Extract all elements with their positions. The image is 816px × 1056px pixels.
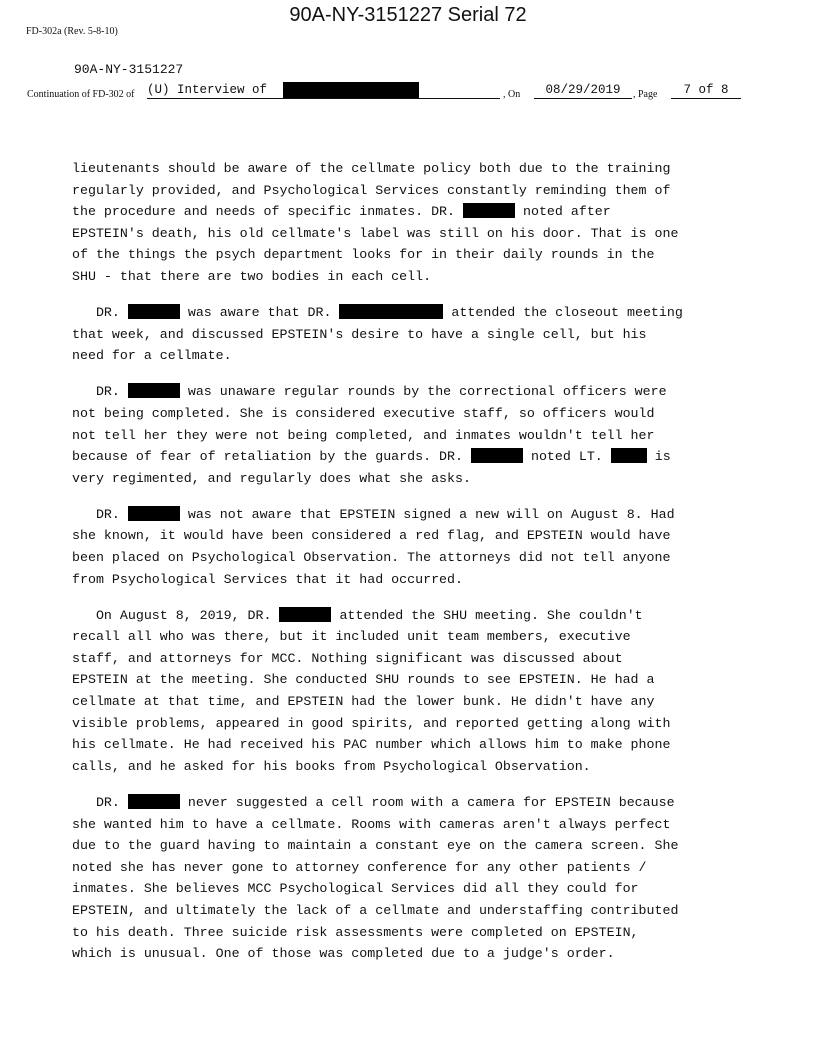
text-line [72,504,752,526]
text-segment: she wanted him to have a cellmate. Rooms with cameras aren't always perfect [72,816,671,832]
text-line [72,756,752,778]
text-segment: need for a cellmate. [72,348,232,364]
text-segment: attended the closeout meeting [443,305,683,321]
text-segment: noted after [515,204,611,220]
paragraph-1 [72,158,752,288]
text-segment: regularly provided, and Psychological Services constantly reminding them of [72,182,671,198]
paragraph-4 [72,504,752,590]
text-line [72,446,752,468]
on-label: , On [503,89,521,100]
text-line [72,324,752,346]
text-line [72,713,752,735]
redaction-block [611,448,647,463]
text-segment: EPSTEIN's death, his old cellmate's label was still on his door. That is one [72,225,679,241]
text-segment: his cellmate. He had received his PAC number which allows him to make phone [72,737,671,753]
text-line [72,244,752,266]
text-line [72,381,752,403]
redaction-block [128,794,180,809]
text-segment: DR. [72,506,128,522]
serial-header: 90A-NY-3151227 Serial 72 [289,4,527,26]
redaction-block [279,607,331,622]
text-segment: attended the SHU meeting. She couldn't [331,607,643,623]
paragraph-3 [72,381,752,489]
text-segment: lieutenants should be aware of the cellmate policy both due to the training [72,161,671,176]
text-segment: which is unusual. One of those was completed due to a judge's order. [72,946,615,962]
text-segment: calls, and he asked for his books from Psychological Observation. [72,758,591,774]
form-id: FD-302a (Rev. 5-8-10) [26,26,118,37]
text-line [72,569,752,591]
text-segment: cellmate at that time, and EPSTEIN had the lower bunk. He didn't have any [72,694,655,710]
document-body [72,158,752,979]
text-line [72,878,752,900]
text-line [72,943,752,965]
text-line [72,158,752,180]
text-line [72,857,752,879]
text-line [72,468,752,490]
text-line [72,525,752,547]
text-segment: of the things the psych department looks for in their daily rounds in the [72,247,655,263]
redaction-block [283,82,419,98]
text-line [72,691,752,713]
continuation-line [27,82,747,102]
redaction-block [339,304,443,319]
text-segment: that week, and discussed EPSTEIN's desire to have a single cell, but his [72,326,647,342]
text-line [72,223,752,245]
redaction-block [128,383,180,398]
text-line [72,900,752,922]
redaction-block [128,304,180,319]
redaction-block [471,448,523,463]
text-segment: noted LT. [522,449,611,465]
text-segment: she known, it would have been considered a red flag, and EPSTEIN would have [72,528,671,544]
text-line [72,605,752,627]
text-segment: is [646,449,671,465]
text-segment: been placed on Psychological Observation. The attorneys did not tell anyone [72,550,671,565]
text-line [72,547,752,569]
text-segment: was aware that DR. [179,305,340,321]
continuation-label: Continuation of FD-302 of [27,89,135,100]
text-line [72,180,752,202]
text-segment: from Psychological Services that it had occurred. [72,571,463,587]
text-line [72,734,752,756]
text-segment: visible problems, appeared in good spirits, and reported getting along with [72,715,671,731]
redaction-block [463,203,515,218]
text-segment: EPSTEIN, and ultimately the lack of a cellmate and understaffing contributed [72,902,679,918]
text-line [72,425,752,447]
text-line [72,669,752,691]
text-segment: DR. [72,305,128,321]
file-number: 90A-NY-3151227 [74,62,184,77]
text-segment: because of fear of retaliation by the guards. DR. [72,449,471,465]
text-segment: EPSTEIN at the meeting. She conducted SHU rounds to see EPSTEIN. He had a [72,672,655,688]
text-line [72,302,752,324]
text-segment: due to the guard having to maintain a constant eye on the camera screen. She [72,838,679,854]
text-segment: DR. [72,384,128,400]
text-segment: was not aware that EPSTEIN signed a new will on August 8. Had [179,506,675,522]
text-line [72,835,752,857]
text-segment: recall all who was there, but it included unit team members, executive [72,629,631,645]
text-segment: not tell her they were not being completed, and inmates wouldn't tell her [72,427,655,443]
text-segment: was unaware regular rounds by the correctional officers were [179,384,667,400]
text-line [72,922,752,944]
redaction-block [128,506,180,521]
text-segment: inmates. She believes MCC Psychological Services did all they could for [72,881,639,897]
paragraph-5 [72,605,752,778]
text-line [72,403,752,425]
text-line [72,814,752,836]
subject-field [147,82,500,99]
text-segment: to his death. Three suicide risk assessments were completed on EPSTEIN, [72,924,639,940]
text-segment: the procedure and needs of specific inmates. DR. [72,204,463,220]
text-line [72,648,752,670]
text-segment: staff, and attorneys for MCC. Nothing significant was discussed about [72,650,623,666]
text-line [72,266,752,288]
text-line [72,626,752,648]
text-segment: On August 8, 2019, DR. [72,607,280,623]
date-field: 08/29/2019 [534,82,632,99]
page-field: 7 of 8 [671,82,741,99]
text-segment: never suggested a cell room with a camera for EPSTEIN because [179,794,675,810]
paragraph-2 [72,302,752,367]
text-segment: DR. [72,794,128,810]
text-line [72,201,752,223]
text-line [72,792,752,814]
text-segment: not being completed. She is considered executive staff, so officers would [72,405,655,421]
text-segment: SHU - that there are two bodies in each cell. [72,268,432,284]
subject-text: (U) Interview of [147,83,268,97]
paragraph-6 [72,792,752,965]
text-line [72,345,752,367]
text-segment: very regimented, and regularly does what she asks. [72,470,471,486]
page-label: , Page [633,89,658,100]
text-segment: noted she has never gone to attorney conference for any other patients / [72,859,647,875]
